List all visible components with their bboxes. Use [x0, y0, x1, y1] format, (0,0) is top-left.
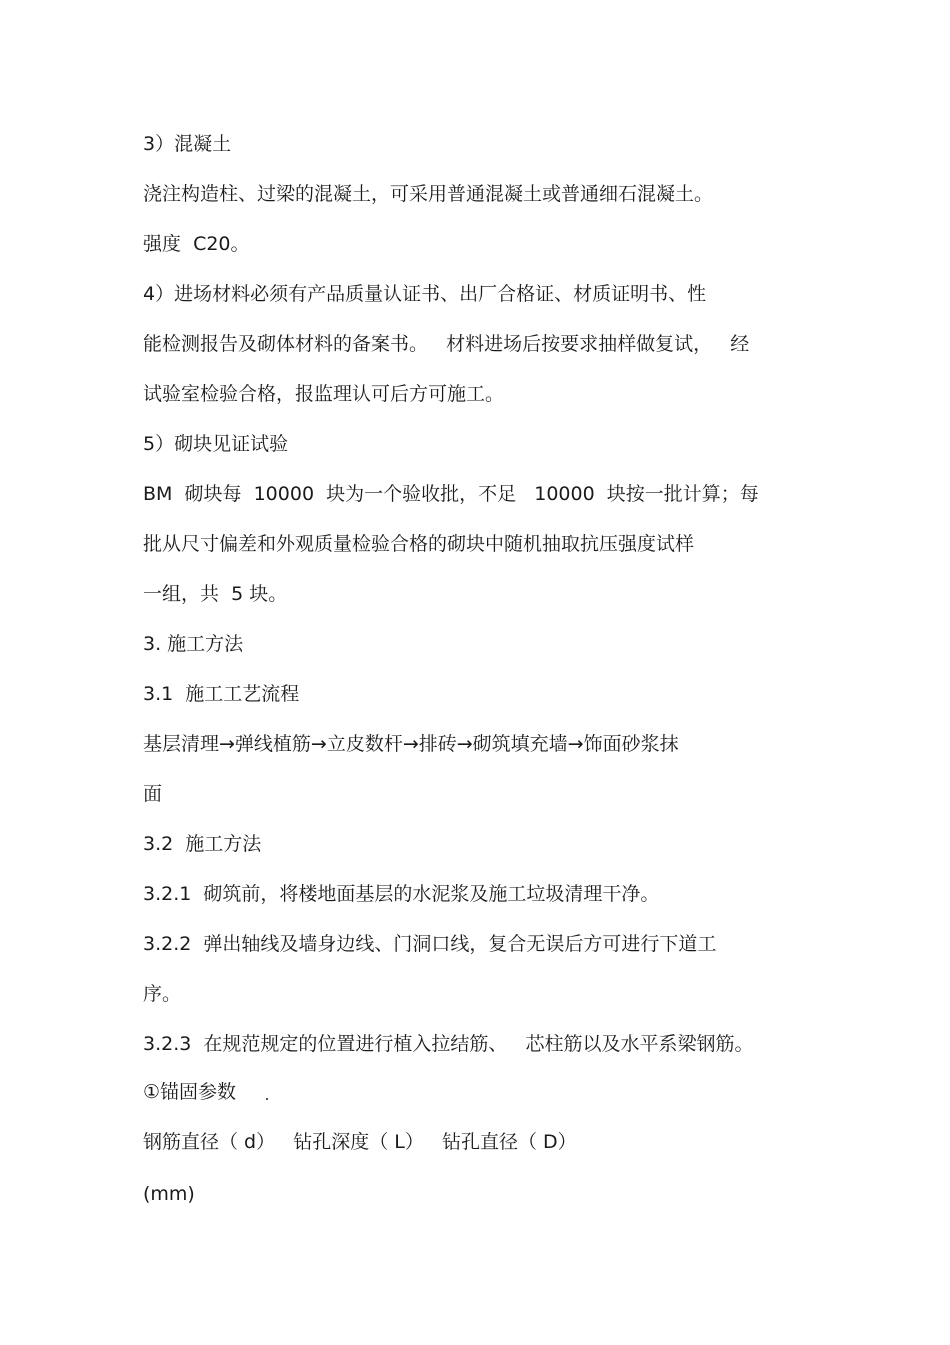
paragraph-line: 批从尺寸偏差和外观质量检验合格的砌块中随机抽取抗压强度试样	[143, 533, 695, 555]
stray-dot	[266, 1098, 268, 1100]
paragraph-line: 试验室检验合格，报监理认可后方可施工。	[143, 383, 505, 405]
unit-label: (mm)	[143, 1183, 195, 1205]
paragraph-line: BM 砌块每 10000 块为一个验收批，不足 10000 块按一批计算；每	[143, 483, 759, 505]
paragraph-line: 能检测报告及砌体材料的备案书。 材料进场后按要求抽样做复试， 经	[143, 333, 750, 355]
heading-concrete: 3）混凝土	[143, 133, 232, 155]
table-header-line: 钢筋直径（ d） 钻孔深度（ L） 钻孔直径（ D）	[143, 1131, 577, 1153]
paragraph-line: 序。	[143, 983, 182, 1005]
paragraph-line: 3.2.2 弹出轴线及墙身边线、门洞口线，复合无误后方可进行下道工	[143, 933, 717, 955]
paragraph-line: 4）进场材料必须有产品质量认证书、出厂合格证、材质证明书、性	[143, 283, 707, 305]
subsection-heading: 3.2 施工方法	[143, 833, 262, 855]
heading-block-test: 5）砌块见证试验	[143, 433, 289, 455]
paragraph-line: 一组，共 5 块。	[143, 583, 288, 605]
anchor-params-heading: ①锚固参数	[143, 1081, 237, 1103]
paragraph-line: 3.2.1 砌筑前，将楼地面基层的水泥浆及施工垃圾清理干净。	[143, 883, 660, 905]
paragraph-line: 强度 C20。	[143, 233, 250, 255]
paragraph-line: 浇注构造柱、过梁的混凝土，可采用普通混凝土或普通细石混凝土。	[143, 183, 714, 205]
subsection-heading: 3.1 施工工艺流程	[143, 683, 300, 705]
section-heading: 3. 施工方法	[143, 633, 244, 655]
paragraph-line: 基层清理→弹线植筋→立皮数杆→排砖→砌筑填充墙→饰面砂浆抹	[143, 733, 679, 755]
paragraph-line: 面	[143, 783, 163, 805]
paragraph-line: 3.2.3 在规范规定的位置进行植入拉结筋、 芯柱筋以及水平系梁钢筋。	[143, 1033, 754, 1055]
